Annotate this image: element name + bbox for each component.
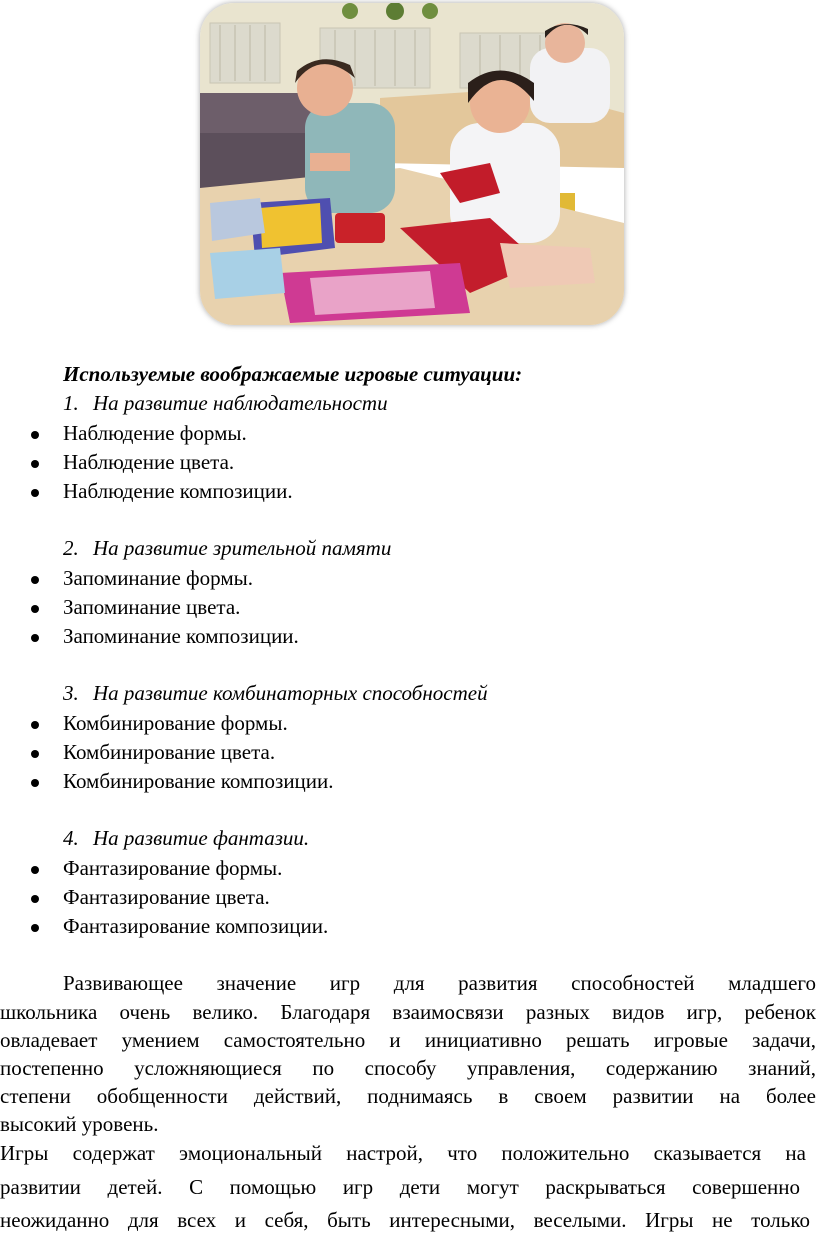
bullet-icon xyxy=(31,576,39,584)
bullet-icon xyxy=(31,489,39,497)
bullet-icon xyxy=(31,605,39,613)
paragraph-line: школьника очень велико. Благодаря взаимосвязи разных видов игр, ребенок xyxy=(0,1000,816,1024)
section-title-3: 3. На развитие комбинаторных способностей xyxy=(63,681,488,705)
bullet-icon xyxy=(31,924,39,932)
bullet-icon xyxy=(31,779,39,787)
classroom-photo xyxy=(200,3,624,325)
paragraph-line: высокий уровень. xyxy=(0,1112,159,1136)
paragraph-line: постепенно усложняющиеся по способу управления, содержанию знаний, xyxy=(0,1056,816,1080)
paragraph-line: развитии детей. С помощью игр дети могут раскрываться совершенно xyxy=(0,1175,800,1199)
paragraph-line: степени обобщенности действий, поднимаясь в своем развитии на более xyxy=(0,1084,816,1108)
section-title-1: 1. На развитие наблюдательности xyxy=(63,391,388,415)
bullet-icon xyxy=(31,750,39,758)
section-title-4: 4. На развитие фантазии. xyxy=(63,826,310,850)
paragraph-line: Развивающее значение игр для развития способностей младшего xyxy=(63,971,816,995)
bullet-icon xyxy=(31,460,39,468)
bullet-icon xyxy=(31,866,39,874)
paragraph-line: овладевает умением самостоятельно и инициативно решать игровые задачи, xyxy=(0,1028,816,1052)
bullet-icon xyxy=(31,431,39,439)
list-heading: Используемые воображаемые игровые ситуации: xyxy=(63,362,523,386)
bullet-icon xyxy=(31,634,39,642)
bullet-icon xyxy=(31,721,39,729)
bullet-icon xyxy=(31,895,39,903)
paragraph-line: Игры содержат эмоциональный настрой, что положительно сказывается на xyxy=(0,1141,806,1165)
classroom-photo-illustration xyxy=(200,3,624,325)
section-title-2: 2. На развитие зрительной памяти xyxy=(63,536,392,560)
paragraph-line: неожиданно для всех и себя, быть интересными, веселыми. Игры не только xyxy=(0,1208,810,1232)
